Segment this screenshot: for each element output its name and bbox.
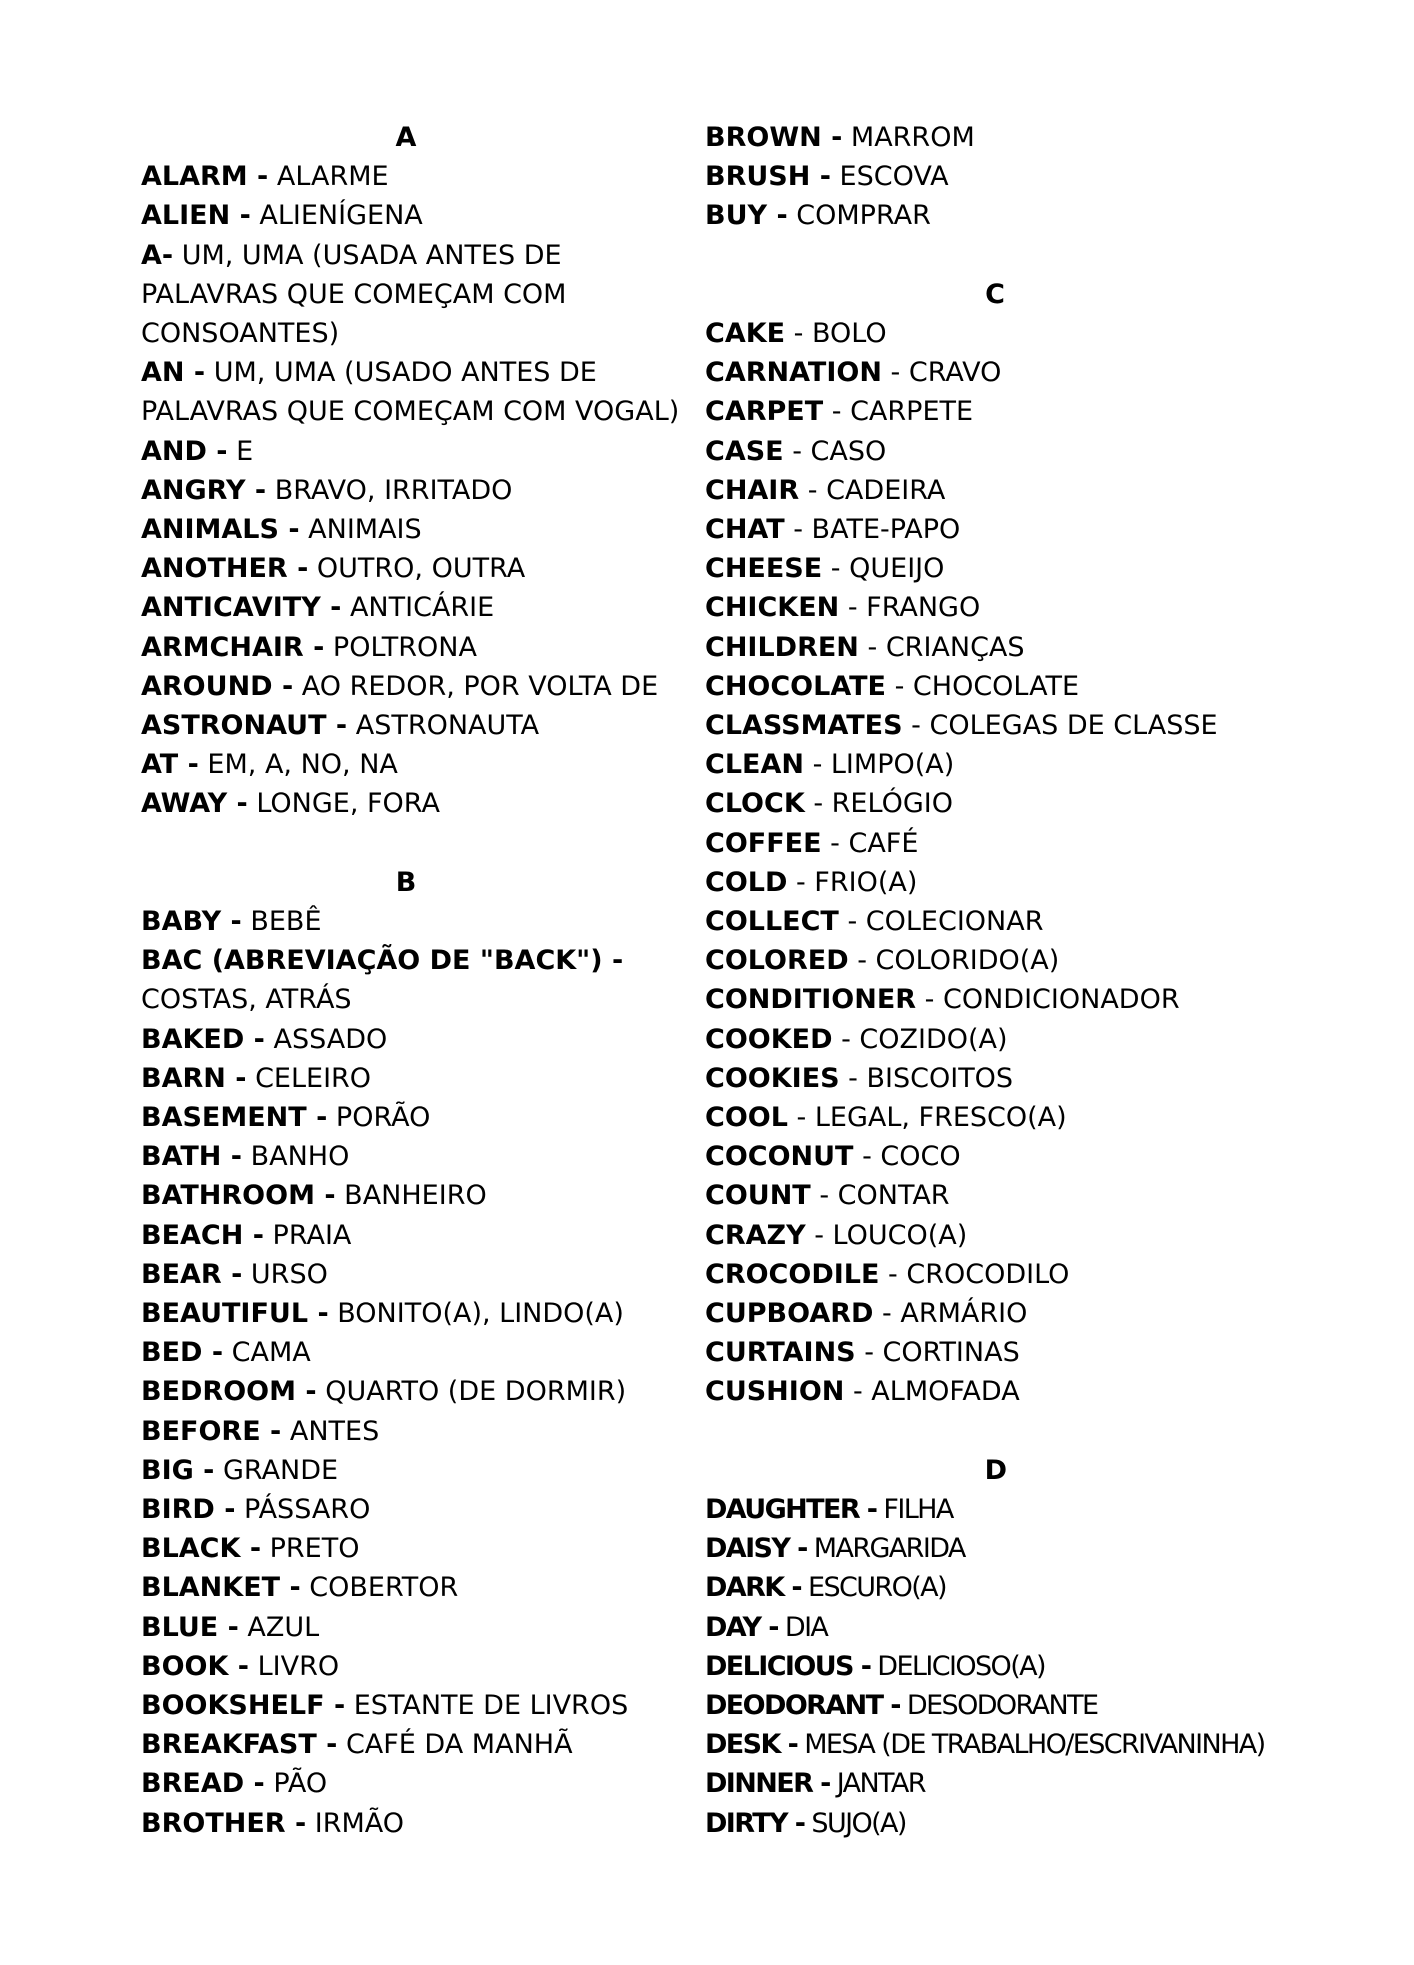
glossary-entry <box>141 902 681 941</box>
entry-translation: - COZIDO(A) <box>841 1023 1008 1055</box>
section-spacer <box>705 236 1385 275</box>
glossary-entry <box>141 1764 681 1803</box>
entry-word: CUSHION <box>705 1376 845 1408</box>
entry-word: AROUND - <box>141 670 294 702</box>
entry-word: CHEESE <box>705 553 823 585</box>
entry-translation: - RELÓGIO <box>813 788 953 820</box>
entry-translation: - CROCODILO <box>888 1258 1070 1290</box>
glossary-entry <box>705 824 1385 863</box>
entry-translation: - BOLO <box>793 317 887 349</box>
glossary-entry <box>705 1608 1385 1647</box>
entry-translation: - LIMPO(A) <box>812 749 955 781</box>
glossary-entry <box>141 1529 681 1568</box>
entry-translation: - CRAVO <box>890 357 1002 389</box>
entry-word: BUY - <box>705 200 788 232</box>
entry-word: BEDROOM - <box>141 1376 317 1408</box>
glossary-entry <box>705 353 1385 392</box>
section-a <box>141 118 681 824</box>
entry-translation: ESCURO(A) <box>808 1572 946 1604</box>
glossary-entry <box>705 314 1385 353</box>
entry-translation: - CASO <box>792 435 887 467</box>
entry-word: COOKED <box>705 1023 833 1055</box>
glossary-entry <box>705 432 1385 471</box>
entry-word: BROWN - <box>705 122 843 153</box>
glossary-entry <box>705 1059 1385 1098</box>
entry-translation: - CARPETE <box>831 396 974 428</box>
entry-word: CRAZY <box>705 1219 806 1251</box>
entry-translation: - COLEGAS DE CLASSE <box>911 710 1218 742</box>
glossary-entry <box>141 1608 681 1647</box>
glossary-entry <box>705 1216 1385 1255</box>
entry-word: COLORED <box>705 945 849 977</box>
entry-translation: PÁSSARO <box>244 1494 371 1526</box>
entry-translation: MARROM <box>850 122 975 153</box>
entry-translation: AZUL <box>247 1611 320 1643</box>
entry-word: CHAIR <box>705 474 800 506</box>
glossary-entry <box>705 588 1385 627</box>
glossary-entry <box>141 236 681 354</box>
entry-word: BABY - <box>141 906 242 938</box>
glossary-entry <box>141 1686 681 1725</box>
entry-word: AT - <box>141 749 199 781</box>
entry-translation: QUARTO (DE DORMIR) <box>325 1376 627 1408</box>
entry-translation: ASTRONAUTA <box>355 710 540 742</box>
entry-word: COFFEE <box>705 827 822 859</box>
entry-word: CAKE <box>705 317 786 349</box>
entry-translation: DELICIOSO(A) <box>877 1650 1045 1682</box>
entry-word: DAISY - <box>705 1533 807 1565</box>
entry-translation: ANTICÁRIE <box>349 592 495 624</box>
entry-translation: CELEIRO <box>255 1062 372 1094</box>
glossary-entry <box>705 157 1385 196</box>
entry-list <box>705 314 1385 1412</box>
entry-word: DELICIOUS - <box>705 1650 871 1682</box>
entry-translation: PRAIA <box>272 1219 352 1251</box>
left-column <box>141 118 681 1843</box>
glossary-entry <box>141 1568 681 1607</box>
entry-word: CLEAN <box>705 749 804 781</box>
entry-word: CARPET <box>705 396 824 428</box>
glossary-entry <box>141 1412 681 1451</box>
entry-translation: CAFÉ DA MANHÃ <box>345 1729 573 1761</box>
entry-word: BEACH - <box>141 1219 264 1251</box>
entry-translation: ALARME <box>276 161 389 193</box>
entry-translation: POLTRONA <box>332 631 477 663</box>
entry-translation: AO REDOR, POR VOLTA DE <box>301 670 659 702</box>
entry-word: BREAKFAST - <box>141 1729 338 1761</box>
entry-word: CHICKEN <box>705 592 840 624</box>
glossary-entry <box>705 1686 1385 1725</box>
entry-translation: PÃO <box>273 1768 328 1800</box>
glossary-entry <box>141 196 681 235</box>
entry-translation: - BISCOITOS <box>848 1062 1014 1094</box>
entry-word: AN - <box>141 357 206 389</box>
entry-translation: ALIENÍGENA <box>259 200 423 232</box>
entry-translation: COMPRAR <box>796 200 931 232</box>
entry-word: BRUSH - <box>705 161 831 193</box>
entry-translation: URSO <box>250 1258 328 1290</box>
section-spacer <box>141 824 681 863</box>
entry-word: BOOK - <box>141 1650 250 1682</box>
glossary-entry <box>141 1490 681 1529</box>
glossary-entry <box>141 432 681 471</box>
glossary-entry <box>141 1255 681 1294</box>
glossary-entry <box>141 1333 681 1372</box>
entry-word: CHILDREN <box>705 631 859 663</box>
glossary-entry <box>705 706 1385 745</box>
glossary-entry <box>705 902 1385 941</box>
glossary-entry <box>141 1098 681 1137</box>
entry-list <box>705 1490 1385 1843</box>
entry-translation: LIVRO <box>257 1650 340 1682</box>
entry-word: ALIEN - <box>141 200 251 232</box>
entry-word: AND - <box>141 435 228 467</box>
glossary-entry <box>705 941 1385 980</box>
entry-word: ARMCHAIR - <box>141 631 325 663</box>
glossary-entry <box>141 628 681 667</box>
entry-translation: PORÃO <box>335 1102 431 1134</box>
entry-translation: - LEGAL, FRESCO(A) <box>796 1102 1067 1134</box>
glossary-entry <box>705 549 1385 588</box>
entry-translation: GRANDE <box>223 1454 339 1486</box>
entry-translation: BRAVO, IRRITADO <box>274 474 513 506</box>
entry-word: ANOTHER - <box>141 553 309 585</box>
entry-translation: SUJO(A) <box>811 1807 906 1839</box>
glossary-entry <box>141 1294 681 1333</box>
entry-word: CONDITIONER <box>705 984 917 1016</box>
glossary-entry <box>705 1294 1385 1333</box>
entry-translation: - COLORIDO(A) <box>857 945 1060 977</box>
entry-translation: DESODORANTE <box>906 1690 1098 1722</box>
glossary-entry <box>141 1451 681 1490</box>
section-b-continued <box>705 118 1385 236</box>
entry-word: CARNATION <box>705 357 882 389</box>
glossary-entry <box>141 510 681 549</box>
glossary-entry <box>141 667 681 706</box>
glossary-entry <box>141 706 681 745</box>
glossary-entry <box>705 196 1385 235</box>
section-letter: A <box>395 122 417 153</box>
entry-translation: - CHOCOLATE <box>894 670 1080 702</box>
entry-word: ASTRONAUT - <box>141 710 348 742</box>
section-d <box>705 1451 1385 1843</box>
glossary-entry <box>705 1333 1385 1372</box>
entry-word: DAUGHTER - <box>705 1494 877 1526</box>
entry-translation: - CAFÉ <box>830 827 919 859</box>
entry-word: BATH - <box>141 1141 242 1173</box>
glossary-entry <box>705 1529 1385 1568</box>
entry-word: BLACK - <box>141 1533 262 1565</box>
glossary-entry <box>705 863 1385 902</box>
entry-translation: - CONTAR <box>819 1180 950 1212</box>
entry-word: ANIMALS - <box>141 514 300 546</box>
entry-translation: ESTANTE DE LIVROS <box>353 1690 629 1722</box>
entry-translation: - COLECIONAR <box>847 906 1044 938</box>
entry-word: CROCODILE <box>705 1258 880 1290</box>
entry-word: COCONUT <box>705 1141 854 1173</box>
entry-translation: - CORTINAS <box>864 1337 1020 1369</box>
entry-translation: BANHO <box>250 1141 350 1173</box>
entry-translation: - CRIANÇAS <box>867 631 1025 663</box>
entry-word: BEFORE - <box>141 1415 282 1447</box>
glossary-entry <box>141 1059 681 1098</box>
entry-translation: LONGE, FORA <box>256 788 440 820</box>
glossary-entry <box>141 1216 681 1255</box>
entry-word: BATHROOM - <box>141 1180 336 1212</box>
entry-translation: ANIMAIS <box>308 514 422 546</box>
entry-word: BAKED - <box>141 1023 265 1055</box>
entry-word: DIRTY - <box>705 1807 805 1839</box>
entry-translation: JANTAR <box>836 1768 925 1800</box>
entry-translation: - LOUCO(A) <box>814 1219 968 1251</box>
entry-word: ALARM - <box>141 161 269 193</box>
glossary-entry <box>705 392 1385 431</box>
entry-translation: ESCOVA <box>839 161 949 193</box>
entry-translation: DIA <box>784 1611 828 1643</box>
entry-word: CURTAINS <box>705 1337 856 1369</box>
entry-word: CHOCOLATE <box>705 670 886 702</box>
glossary-entry <box>705 980 1385 1019</box>
glossary-entry <box>705 1490 1385 1529</box>
entry-translation: IRMÃO <box>314 1807 405 1839</box>
glossary-entry <box>705 1647 1385 1686</box>
entry-word: BEAR - <box>141 1258 243 1290</box>
glossary-entry <box>705 510 1385 549</box>
entry-word: COLD <box>705 866 788 898</box>
right-column <box>705 118 1385 1843</box>
entry-translation: ANTES <box>289 1415 380 1447</box>
entry-word: BASEMENT - <box>141 1102 328 1134</box>
entry-word: BAC (ABREVIAÇÃO DE "BACK") - <box>141 945 624 977</box>
entry-word: CHAT <box>705 514 785 545</box>
entry-translation: - BATE-PAPO <box>793 514 961 545</box>
glossary-entry <box>705 1764 1385 1803</box>
glossary-entry <box>141 157 681 196</box>
glossary-entry <box>705 745 1385 784</box>
glossary-entry <box>141 941 681 1019</box>
entry-word: BED - <box>141 1337 224 1369</box>
entry-translation: UM, UMA (USADO ANTES DE PALAVRAS QUE COMEÇAM COM VOGAL) <box>141 357 680 428</box>
glossary-entry <box>141 1372 681 1411</box>
section-b <box>141 863 681 1843</box>
glossary-entry <box>705 1137 1385 1176</box>
glossary-entry <box>141 353 681 431</box>
section-letter: C <box>985 278 1005 310</box>
entry-word: DINNER - <box>705 1768 830 1800</box>
glossary-entry <box>705 1804 1385 1843</box>
entry-translation: UM, UMA (USADA ANTES DE PALAVRAS QUE COMEÇAM COM CONSOANTES) <box>141 239 567 349</box>
entry-word: BIG - <box>141 1454 215 1486</box>
entry-translation: EM, A, NO, NA <box>207 749 398 781</box>
glossary-entry <box>141 1804 681 1843</box>
glossary-entry <box>141 1725 681 1764</box>
entry-word: COLLECT <box>705 906 839 938</box>
entry-translation: - CONDICIONADOR <box>924 984 1180 1016</box>
glossary-entry <box>705 667 1385 706</box>
entry-word: DARK - <box>705 1572 802 1604</box>
entry-translation: CAMA <box>231 1337 311 1369</box>
section-letter: D <box>984 1454 1006 1486</box>
glossary-entry <box>141 745 681 784</box>
entry-word: COUNT <box>705 1180 811 1212</box>
entry-translation: - QUEIJO <box>830 553 945 585</box>
entry-word: DEODORANT - <box>705 1690 900 1722</box>
entry-translation: - COCO <box>862 1141 961 1173</box>
glossary-entry <box>705 471 1385 510</box>
glossary-entry <box>141 588 681 627</box>
entry-translation: BONITO(A), LINDO(A) <box>337 1298 624 1330</box>
entry-word: ANGRY - <box>141 474 267 506</box>
glossary-entry <box>141 784 681 823</box>
glossary-entry <box>705 1020 1385 1059</box>
entry-word: DESK - <box>705 1729 798 1761</box>
glossary-entry <box>705 1176 1385 1215</box>
entry-word: AWAY - <box>141 788 248 820</box>
glossary-entry <box>705 1725 1385 1764</box>
entry-translation: MESA (DE TRABALHO/ESCRIVANINHA) <box>804 1729 1265 1761</box>
entry-word: COOL <box>705 1102 788 1134</box>
entry-list <box>141 902 681 1843</box>
entry-translation: PRETO <box>269 1533 360 1565</box>
section-c <box>705 275 1385 1412</box>
entry-translation: ASSADO <box>273 1023 388 1055</box>
glossary-entry <box>705 628 1385 667</box>
entry-word: BLUE - <box>141 1611 239 1643</box>
entry-word: ANTICAVITY - <box>141 592 342 624</box>
entry-translation: MARGARIDA <box>813 1533 965 1565</box>
entry-translation: - FRIO(A) <box>795 866 918 898</box>
glossary-entry <box>705 784 1385 823</box>
entry-translation: - ALMOFADA <box>852 1376 1020 1408</box>
glossary-entry <box>705 1098 1385 1137</box>
section-spacer <box>705 1412 1385 1451</box>
entry-translation: COSTAS, ATRÁS <box>141 984 352 1016</box>
glossary-entry <box>705 1372 1385 1411</box>
entry-word: CUPBOARD <box>705 1298 874 1330</box>
entry-translation: BEBÊ <box>250 906 322 938</box>
entry-list <box>141 157 681 823</box>
glossary-entry <box>141 1020 681 1059</box>
entry-word: BEAUTIFUL - <box>141 1298 329 1330</box>
glossary-entry <box>141 1137 681 1176</box>
glossary-entry <box>705 1255 1385 1294</box>
entry-word: BOOKSHELF - <box>141 1690 346 1722</box>
entry-translation: - ARMÁRIO <box>882 1298 1028 1330</box>
entry-word: CLOCK <box>705 788 805 820</box>
entry-translation: E <box>236 435 254 467</box>
glossary-entry <box>141 471 681 510</box>
entry-translation: OUTRO, OUTRA <box>316 553 526 585</box>
entry-translation: - FRANGO <box>847 592 981 624</box>
entry-word: CASE <box>705 435 784 467</box>
entry-word: BARN - <box>141 1062 247 1094</box>
glossary-entry <box>705 118 1385 157</box>
entry-word: CLASSMATES <box>705 710 903 742</box>
glossary-entry <box>141 549 681 588</box>
entry-word: DAY - <box>705 1611 778 1643</box>
entry-word: A- <box>141 239 174 271</box>
entry-translation: FILHA <box>883 1494 953 1526</box>
entry-list <box>705 118 1385 236</box>
entry-translation: BANHEIRO <box>344 1180 487 1212</box>
entry-translation: - CADEIRA <box>807 474 946 506</box>
glossary-entry <box>141 1647 681 1686</box>
section-letter: B <box>395 866 417 898</box>
entry-word: BLANKET - <box>141 1572 301 1604</box>
entry-translation: COBERTOR <box>309 1572 459 1604</box>
entry-word: BREAD - <box>141 1768 265 1800</box>
entry-word: COOKIES <box>705 1062 840 1094</box>
entry-word: BROTHER - <box>141 1807 307 1839</box>
glossary-entry <box>141 1176 681 1215</box>
glossary-entry <box>705 1568 1385 1607</box>
entry-word: BIRD - <box>141 1494 236 1526</box>
